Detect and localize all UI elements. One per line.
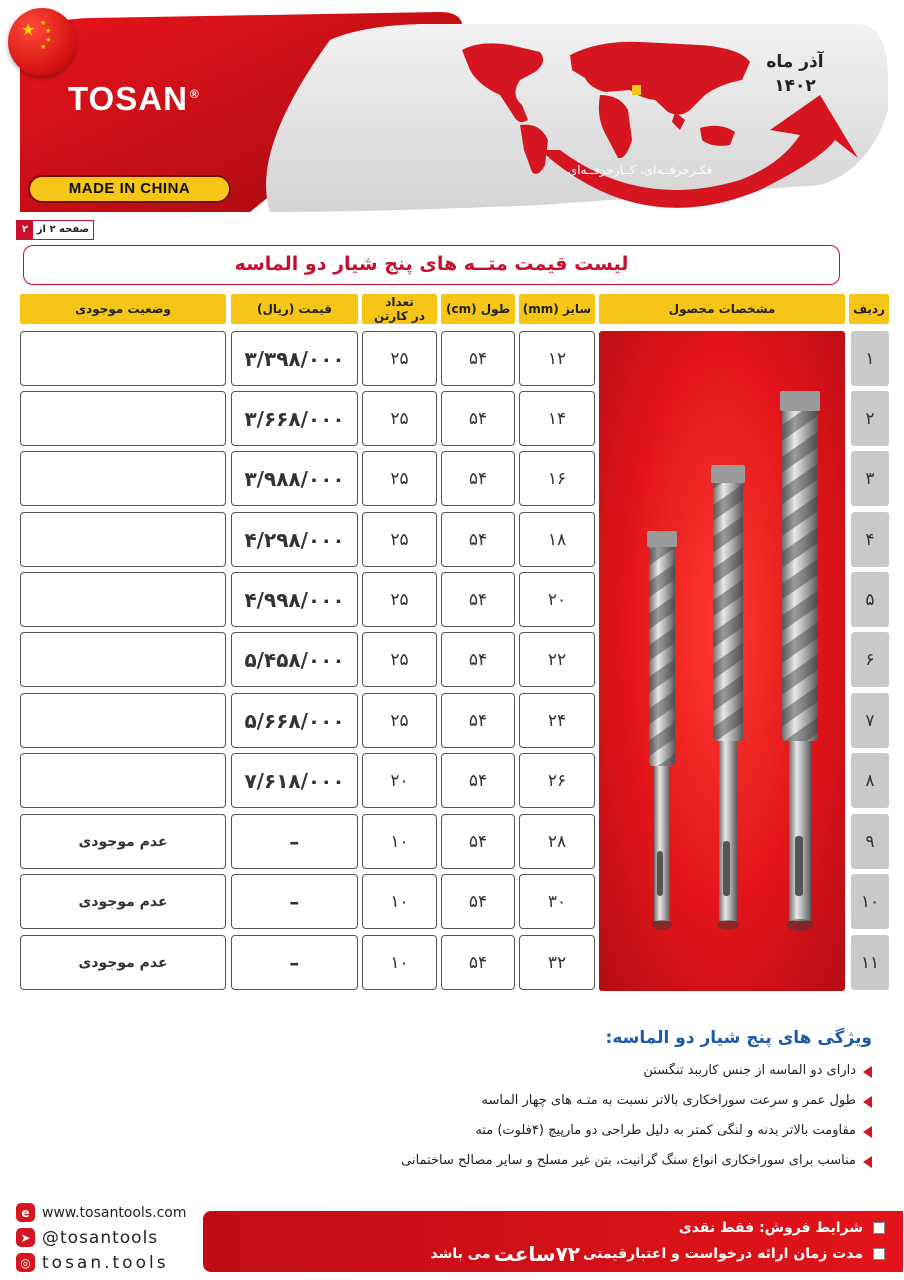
feature-item xyxy=(312,1062,872,1092)
iran-highlight xyxy=(632,85,641,95)
drill-bit-small xyxy=(647,531,677,930)
china-flag-icon: ★ ★ ★ ★ ★ xyxy=(8,8,76,76)
cell-status xyxy=(20,451,226,506)
row-number: ۳ xyxy=(851,451,889,506)
cell-status: عدم موجودی xyxy=(20,814,226,869)
cell-quantity: ۲۵ xyxy=(362,632,437,687)
row-number: ۱۱ xyxy=(851,935,889,990)
cell-price: ۳/۳۹۸/۰۰۰ xyxy=(231,331,358,386)
row-number: ۲ xyxy=(851,391,889,446)
product-image xyxy=(599,331,845,991)
header-quantity xyxy=(362,294,437,324)
features-list xyxy=(312,1062,872,1182)
cell-quantity: ۱۰ xyxy=(362,874,437,929)
header-length: طول (cm) xyxy=(441,294,515,324)
made-in-badge: MADE IN CHINA xyxy=(28,175,231,203)
instagram-text: tosan.tools xyxy=(42,1252,169,1273)
brand-logo xyxy=(68,80,200,118)
cell-status xyxy=(20,632,226,687)
date-year: ۱۴۰۲ xyxy=(774,76,816,96)
slogan: فکـرحرفــه‌ای، کــارحرفــه‌ای xyxy=(567,163,713,177)
cell-length: ۵۴ xyxy=(441,632,515,687)
cell-price: ۴/۹۹۸/۰۰۰ xyxy=(231,572,358,627)
cell-size: ۱۴ xyxy=(519,391,595,446)
website-link[interactable] xyxy=(16,1200,206,1225)
telegram-icon: ➤ xyxy=(16,1228,35,1247)
bullet-arrow-icon xyxy=(863,1066,872,1078)
term-validity-text-a: مدت زمان ارائه درخواست و اعتبارقیمتی xyxy=(583,1246,863,1262)
website-text: www.tosantools.com xyxy=(42,1204,187,1221)
cell-size: ۱۸ xyxy=(519,512,595,567)
cell-status xyxy=(20,391,226,446)
cell-size: ۲۲ xyxy=(519,632,595,687)
cell-length: ۵۴ xyxy=(441,693,515,748)
cell-quantity: ۱۰ xyxy=(362,814,437,869)
header-quantity-line1: تعداد xyxy=(385,295,414,309)
cell-size: ۲۸ xyxy=(519,814,595,869)
brand-name: TOSAN xyxy=(68,80,188,117)
cell-size: ۱۲ xyxy=(519,331,595,386)
term-validity-hours: ۷۲ساعت xyxy=(493,1242,580,1266)
term-validity-text-c: می باشد xyxy=(430,1246,491,1262)
row-number: ۵ xyxy=(851,572,889,627)
checkbox-icon xyxy=(873,1222,885,1234)
cell-price: ۴/۲۹۸/۰۰۰ xyxy=(231,512,358,567)
drill-bit-medium xyxy=(711,465,745,930)
cell-length: ۵۴ xyxy=(441,814,515,869)
cell-status xyxy=(20,753,226,808)
cell-price: ۳/۶۶۸/۰۰۰ xyxy=(231,391,358,446)
cell-quantity: ۲۵ xyxy=(362,391,437,446)
page-indicator-total: ۲ xyxy=(17,221,33,239)
cell-length: ۵۴ xyxy=(441,572,515,627)
row-number: ۱ xyxy=(851,331,889,386)
page-indicator-text: صفحه ۲ از xyxy=(36,224,90,235)
cell-quantity: ۲۵ xyxy=(362,572,437,627)
feature-text: مقاومت بالاتر بدنه و لنگی کمتر به دلیل طراحی دو مارپیچ (۴فلوت) مته xyxy=(475,1123,856,1138)
cell-status: عدم موجودی xyxy=(20,935,226,990)
header-row-number: ردیف xyxy=(849,294,889,324)
row-number: ۹ xyxy=(851,814,889,869)
cell-quantity: ۲۵ xyxy=(362,512,437,567)
header xyxy=(0,0,904,225)
term-payment xyxy=(203,1215,885,1241)
date-month: آذر ماه xyxy=(766,52,824,72)
sales-terms xyxy=(203,1211,903,1272)
cell-quantity: ۲۰ xyxy=(362,753,437,808)
instagram-link[interactable] xyxy=(16,1250,206,1275)
cell-price: – xyxy=(231,814,358,869)
cell-price: – xyxy=(231,935,358,990)
header-quantity-line2: در کارتن xyxy=(374,309,425,323)
feature-text: دارای دو الماسه از جنس کارببد تنگستن xyxy=(643,1063,856,1078)
cell-price: ۷/۶۱۸/۰۰۰ xyxy=(231,753,358,808)
drill-bits-icon xyxy=(599,331,845,991)
cell-status xyxy=(20,693,226,748)
cell-quantity: ۱۰ xyxy=(362,935,437,990)
term-validity xyxy=(203,1241,885,1267)
header-size: سایز (mm) xyxy=(519,294,595,324)
cell-price: ۵/۴۵۸/۰۰۰ xyxy=(231,632,358,687)
cell-length: ۵۴ xyxy=(441,874,515,929)
bullet-arrow-icon xyxy=(863,1096,872,1108)
cell-status: عدم موجودی xyxy=(20,874,226,929)
web-icon: e xyxy=(16,1203,35,1222)
cell-length: ۵۴ xyxy=(441,753,515,808)
feature-item xyxy=(312,1152,872,1182)
cell-size: ۲۴ xyxy=(519,693,595,748)
cell-quantity: ۲۵ xyxy=(362,331,437,386)
date xyxy=(740,50,850,98)
cell-size: ۲۶ xyxy=(519,753,595,808)
feature-text: مناسب برای سوراخکاری انواع سنگ گرانیت، بتن غیر مسلح و سایر مصالح ساختمانی xyxy=(401,1153,856,1168)
cell-quantity: ۲۵ xyxy=(362,693,437,748)
cell-length: ۵۴ xyxy=(441,935,515,990)
bullet-arrow-icon xyxy=(863,1156,872,1168)
feature-item xyxy=(312,1092,872,1122)
cell-size: ۱۶ xyxy=(519,451,595,506)
cell-size: ۳۲ xyxy=(519,935,595,990)
cell-quantity: ۲۵ xyxy=(362,451,437,506)
cell-size: ۳۰ xyxy=(519,874,595,929)
telegram-text: @tosantools xyxy=(42,1227,159,1248)
term-payment-text: شرایط فروش: فقط نقدی xyxy=(678,1220,863,1236)
row-number: ۶ xyxy=(851,632,889,687)
cell-length: ۵۴ xyxy=(441,512,515,567)
header-status: وضعیت موجودی xyxy=(20,294,226,324)
drill-bit-large xyxy=(780,391,820,931)
cell-length: ۵۴ xyxy=(441,331,515,386)
cell-price: ۳/۹۸۸/۰۰۰ xyxy=(231,451,358,506)
checkbox-icon xyxy=(873,1248,885,1260)
feature-text: طول عمر و سرعت سوراخکاری بالاتر نسبت به متـه های چهار الماسه xyxy=(481,1093,856,1108)
cell-length: ۵۴ xyxy=(441,451,515,506)
cell-price: – xyxy=(231,874,358,929)
cell-status xyxy=(20,572,226,627)
page-indicator xyxy=(16,220,94,240)
instagram-icon: ◎ xyxy=(16,1253,35,1272)
header-price: قیمت (ریال) xyxy=(231,294,358,324)
registered-mark: ® xyxy=(189,87,200,101)
cell-status xyxy=(20,512,226,567)
bullet-arrow-icon xyxy=(863,1126,872,1138)
telegram-link[interactable] xyxy=(16,1225,206,1250)
row-number: ۴ xyxy=(851,512,889,567)
cell-size: ۲۰ xyxy=(519,572,595,627)
contact-links xyxy=(16,1200,206,1275)
page-title: لیست قیمت متــه های پنج شیار دو الماسه xyxy=(23,245,840,285)
cell-status xyxy=(20,331,226,386)
header-product: مشخصات محصول xyxy=(599,294,845,324)
row-number: ۱۰ xyxy=(851,874,889,929)
row-number: ۷ xyxy=(851,693,889,748)
row-number: ۸ xyxy=(851,753,889,808)
features-title: ویژگی های پنج شیار دو الماسه: xyxy=(605,1028,872,1048)
feature-item xyxy=(312,1122,872,1152)
cell-price: ۵/۶۶۸/۰۰۰ xyxy=(231,693,358,748)
cell-length: ۵۴ xyxy=(441,391,515,446)
